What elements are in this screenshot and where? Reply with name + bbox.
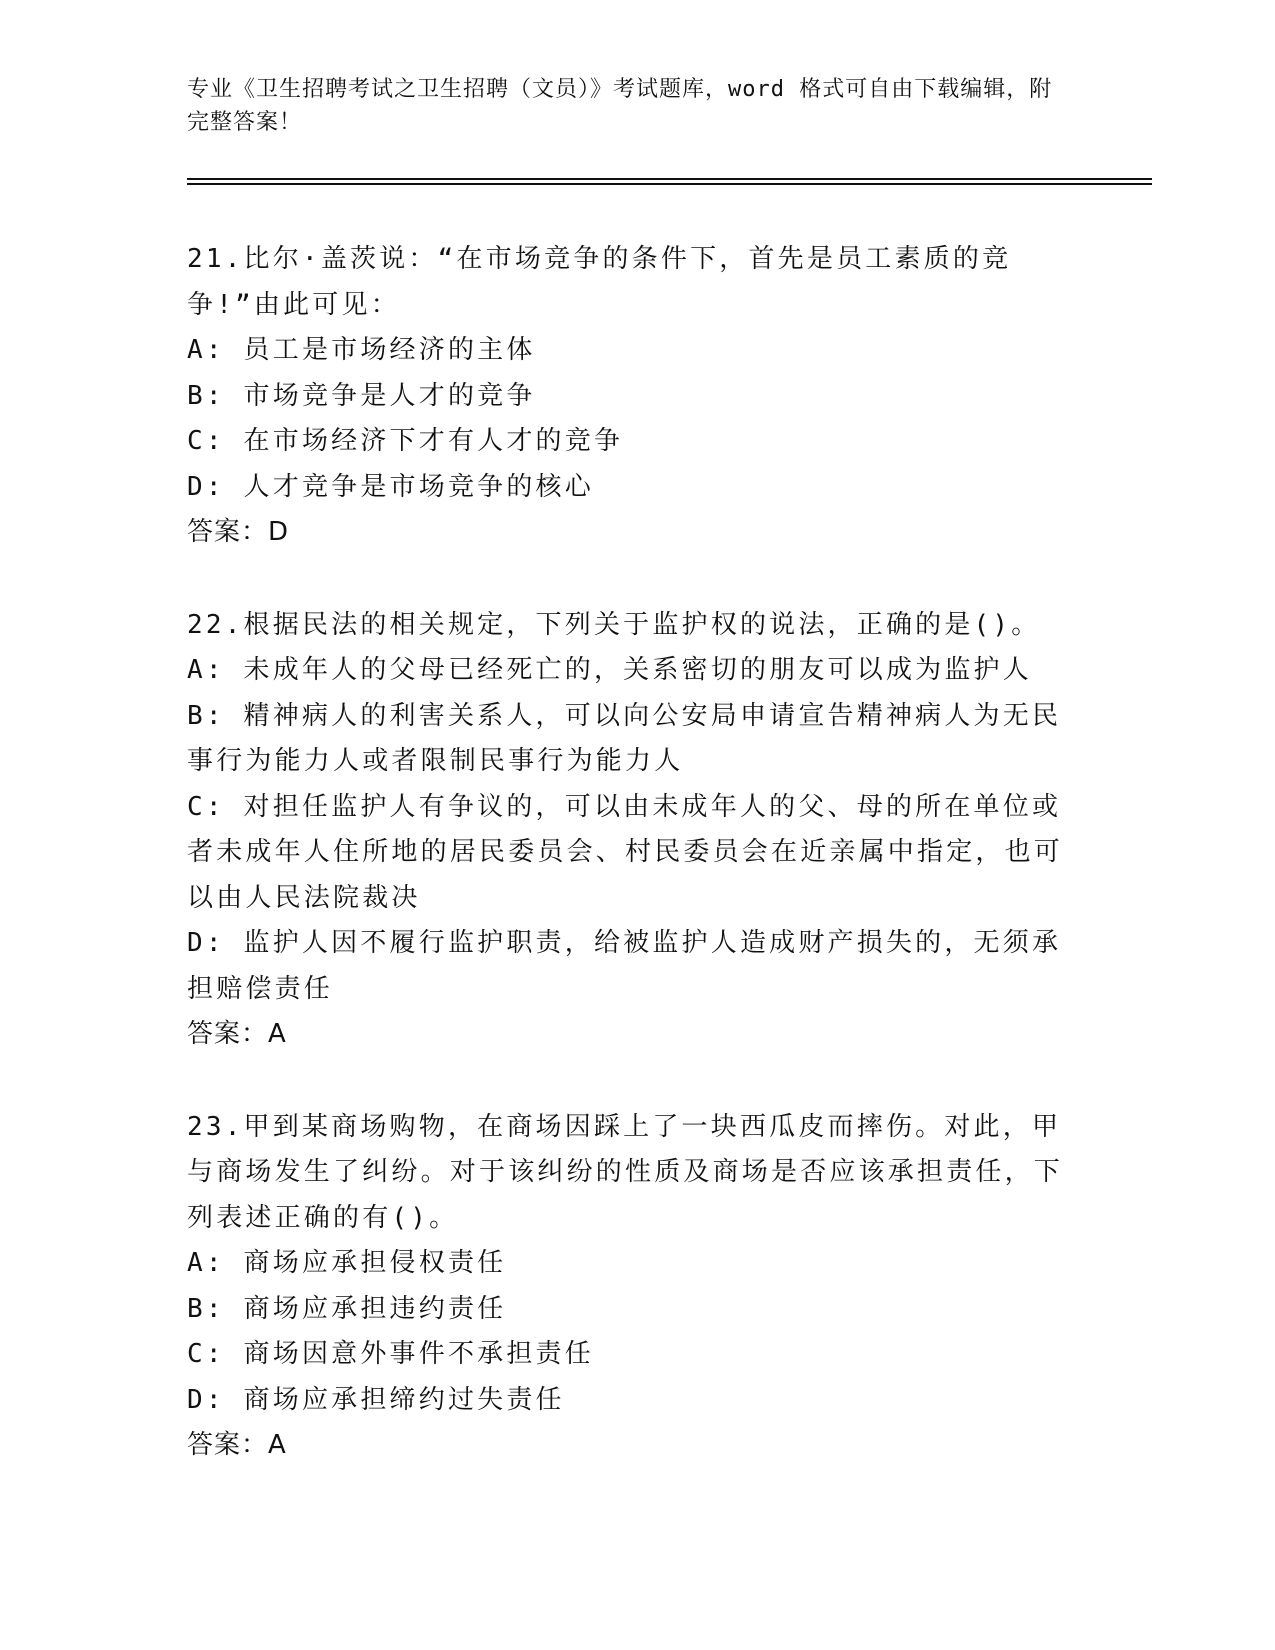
option-b: B: 市场竞争是人才的竞争 <box>187 380 536 411</box>
option-a: A: 员工是市场经济的主体 <box>187 335 536 365</box>
option-b: B: 商场应承担违约责任 <box>187 1293 507 1324</box>
option-a: A: 未成年人的父母已经死亡的，关系密切的朋友可以成为监护人 <box>187 655 1032 685</box>
question-stem: 21.比尔·盖茨说：“在市场竞争的条件下，首先是员工素质的竞争!”由此可见： <box>187 244 1012 320</box>
answer-line: 答案：A <box>187 1019 287 1049</box>
option-c: C: 在市场经济下才有人才的竞争 <box>187 426 624 456</box>
option-b: B: 精神病人的利害关系人，可以向公安局申请宣告精神病人为无民事行为能力人或者限制民事行为能力人 <box>187 700 1062 776</box>
option-d: D: 监护人因不履行监护职责，给被监护人造成财产损失的，无须承担赔偿责任 <box>187 928 1062 1004</box>
question-stem: 22.根据民法的相关规定，下列关于监护权的说法，正确的是()。 <box>187 609 1041 640</box>
option-d: D: 人才竞争是市场竞争的核心 <box>187 471 594 502</box>
question-23 <box>187 1105 1077 1469</box>
option-c: C: 商场因意外事件不承担责任 <box>187 1339 594 1369</box>
answer-line: 答案：A <box>187 1430 287 1460</box>
option-a: A: 商场应承担侵权责任 <box>187 1248 507 1278</box>
header-divider-top <box>187 178 1152 180</box>
question-21 <box>187 237 1077 556</box>
header-divider-bottom <box>187 183 1152 185</box>
question-stem: 23.甲到某商场购物，在商场因踩上了一块西瓜皮而摔伤。对此，甲与商场发生了纠纷。对于该纠纷的性质及商场是否应该承担责任，下列表述正确的有()。 <box>187 1111 1064 1233</box>
question-list <box>187 237 1077 1516</box>
option-d: D: 商场应承担缔约过失责任 <box>187 1384 565 1415</box>
option-c: C: 对担任监护人有争议的，可以由未成年人的父、母的所在单位或者未成年人住所地的居民委员会、村民委员会在近亲属中指定，也可以由人民法院裁决 <box>187 791 1064 913</box>
header-note: 专业《卫生招聘考试之卫生招聘（文员）》考试题库，word 格式可自由下载编辑，附完整答案！ <box>187 77 1053 135</box>
question-22 <box>187 603 1077 1058</box>
answer-line: 答案：D <box>187 517 290 547</box>
